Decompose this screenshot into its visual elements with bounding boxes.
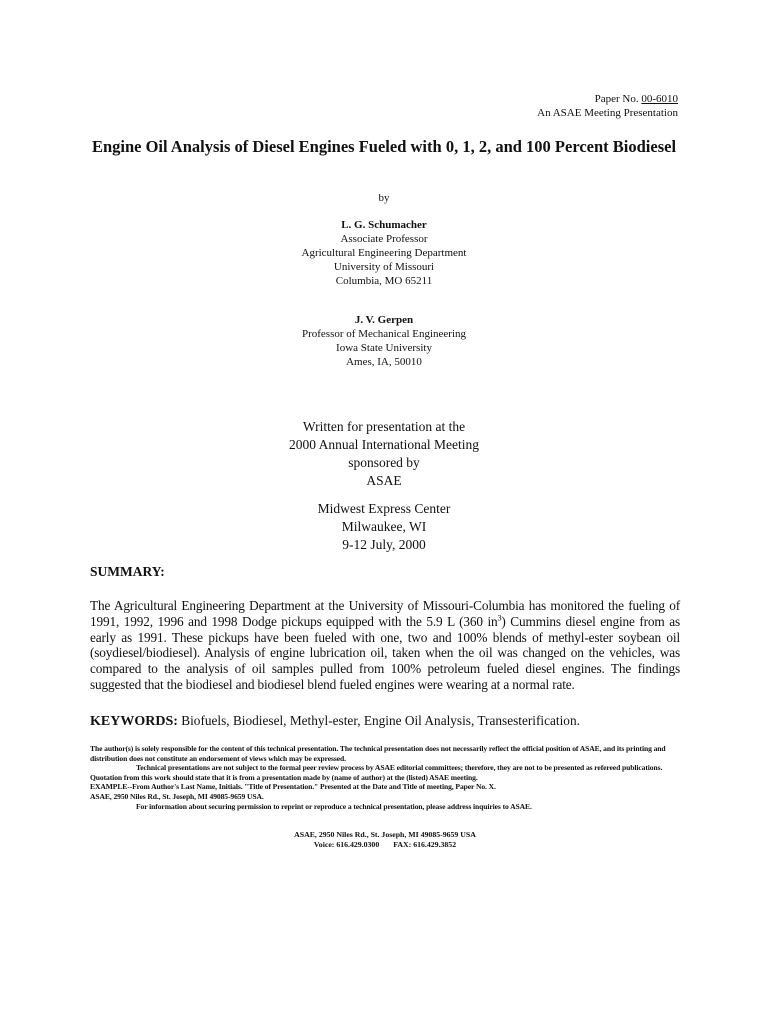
summary-paragraph: [90, 598, 680, 693]
summary-text-part: ) Cummins diesel engine from as early as 1991. These pickups have been fueled with one, two and 100% blends of methyl-ester soybean oil (soydiesel/biodiesel). Analysis of engine lubrication oil, taken when the oil was changed on the vehicles, was compared to the analysis of oil samples pulled from 100% petroleum fueled diesel engines. The findings suggested that the biodiesel and biodiesel blend fueled engines were wearing at a normal rate.: [90, 613, 680, 692]
keywords-label: KEYWORDS:: [90, 714, 178, 729]
author-name: J. V. Gerpen: [354, 314, 414, 326]
venue-line: Midwest Express Center: [317, 501, 451, 516]
disclaimer-block: [90, 744, 680, 811]
author-affiliation-line: Columbia, MO 65211: [335, 275, 433, 287]
footer-address-line: ASAE, 2950 Niles Rd., St. Joseph, MI 49085-9659 USA: [294, 830, 476, 839]
disclaimer-permission: For information about securing permission to reprint or reproduce a technical presentation, please address inquiries to ASAE.: [136, 801, 532, 811]
disclaimer-paragraph: Technical presentations are not subject to the formal peer review process by ASAE editorial committees; therefore, they are not to be presented as refereed publications. Quotation from this work should state that it is from a presentation made by (name of author) at the (listed) ASAE meeting.: [90, 763, 663, 782]
disclaimer-paragraph: The author(s) is solely responsible for the content of this technical presentation. The technical presentation does not necessarily reflect the official position of ASAE, and its printing and distribution does not constitute an endorsement of views which may be expressed.: [90, 744, 666, 763]
venue-line: 9-12 July, 2000: [342, 537, 426, 552]
presentation-line: ASAE: [366, 473, 402, 488]
footer-contact-line: [90, 840, 680, 850]
disclaimer-example: EXAMPLE--From Author's Last Name, Initials. "Title of Presentation." Presented at the Date and Title of meeting, Paper No. X.: [90, 782, 496, 792]
author-block-1: [90, 218, 678, 288]
venue-line: Milwaukee, WI: [341, 519, 427, 534]
paper-number-label: Paper No.: [594, 93, 639, 105]
author-affiliation-line: Professor of Mechanical Engineering: [301, 328, 467, 340]
paper-number-line: [537, 92, 678, 106]
footer-address: [90, 830, 680, 850]
paper-title: Engine Oil Analysis of Diesel Engines Fueled with 0, 1, 2, and 100 Percent Biodiesel: [91, 137, 677, 156]
presentation-line: Written for presentation at the: [302, 419, 466, 434]
author-affiliation-line: Associate Professor: [340, 233, 428, 245]
author-name: L. G. Schumacher: [341, 219, 427, 231]
paper-number-block: [537, 92, 678, 120]
author-affiliation-line: University of Missouri: [333, 261, 435, 273]
venue-info: [90, 500, 678, 554]
author-block-2: [90, 313, 678, 369]
footer-voice: Voice: 616.429.0300: [313, 840, 380, 849]
author-affiliation-line: Iowa State University: [336, 342, 432, 354]
author-affiliation-line: Ames, IA, 50010: [346, 356, 422, 368]
meeting-label: An ASAE Meeting Presentation: [537, 107, 678, 119]
presentation-info: [90, 418, 678, 490]
keywords-line: [90, 712, 680, 730]
summary-heading: SUMMARY:: [90, 564, 165, 579]
keywords-text: Biofuels, Biodiesel, Methyl-ester, Engine Oil Analysis, Transesterification.: [177, 713, 580, 728]
author-affiliation-line: Agricultural Engineering Department: [301, 247, 467, 259]
presentation-line: 2000 Annual International Meeting: [288, 437, 480, 452]
disclaimer-address: ASAE, 2950 Niles Rd., St. Joseph, MI 49085-9659 USA.: [90, 791, 264, 801]
summary-text-part: The Agricultural Engineering Department at the University of Missouri-Columbia has monitored the fueling of 1991, 1992, 1996 and 1998 Dodge pickups equipped with the 5.9 L (360 in: [90, 598, 680, 629]
presentation-line: sponsored by: [348, 455, 420, 470]
paper-number: 00-6010: [641, 93, 678, 105]
superscript: 3: [497, 613, 502, 623]
footer-fax: FAX: 616.429.3852: [393, 840, 457, 849]
by-line: by: [378, 192, 390, 204]
